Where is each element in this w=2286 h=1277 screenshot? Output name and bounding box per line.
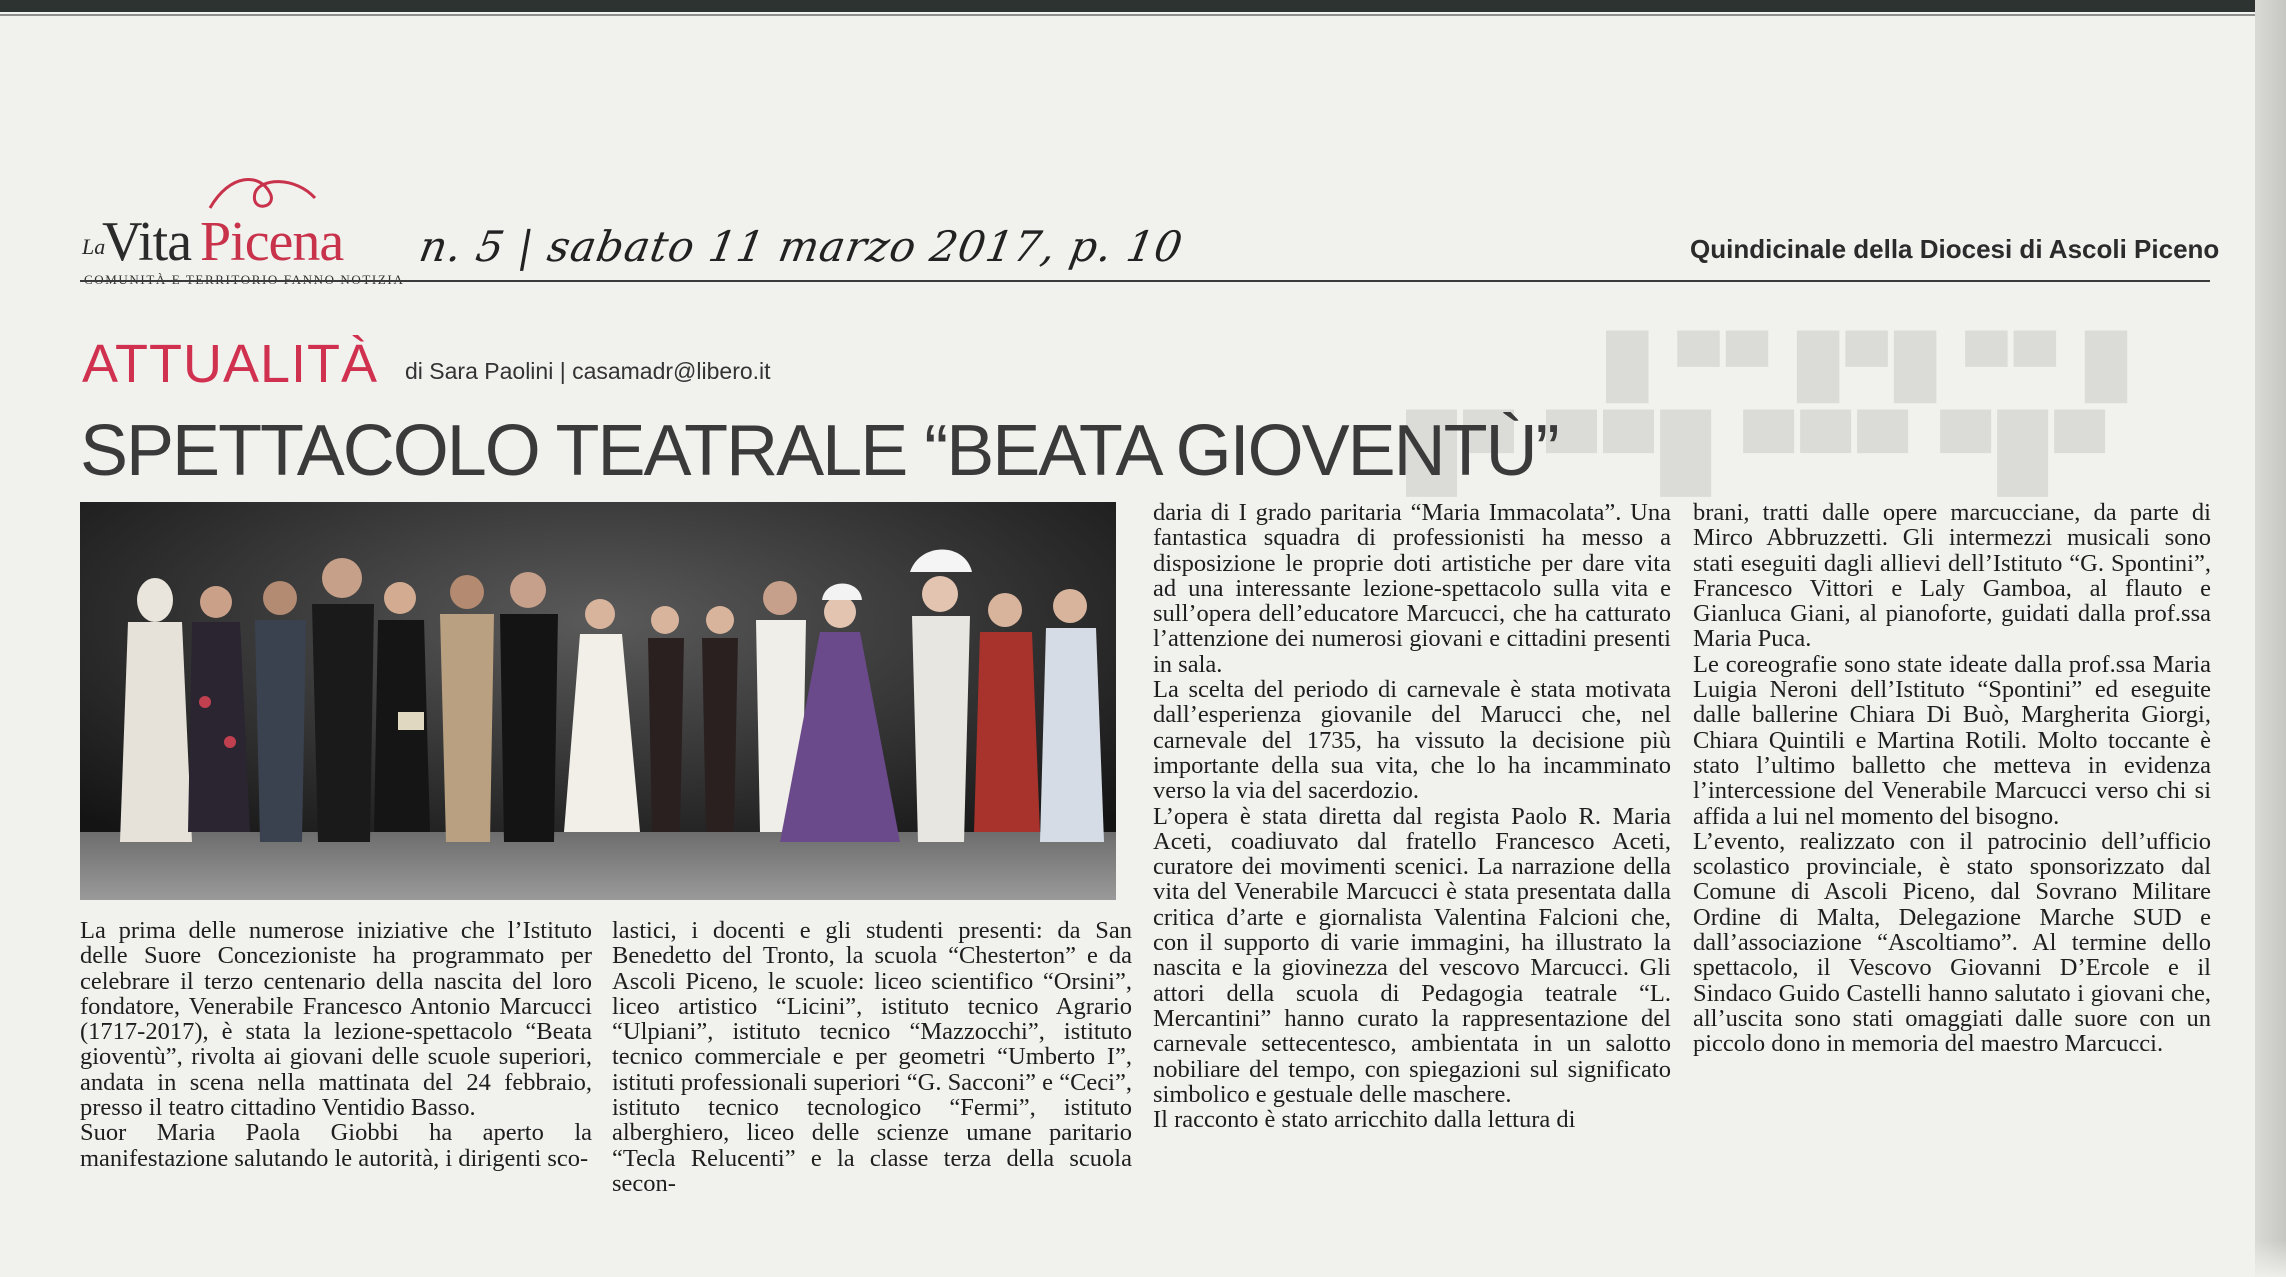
dancer-figure [702, 606, 738, 832]
paragraph: lastici, i docenti e gli studenti presenti: da San Benedetto del Tronto, la scuola “Chesterton” e da Ascoli Piceno, le scuole: liceo scientifico “Orsini”, liceo artistico “Licini”, istituto tecnico Agrario “Ulpiani”, istituto tecnico “Mazzocchi”, istituto tecnico commerciale e per geometri “Umberto I”, istituti professionali superiori “G. Sacconi” e “Ceci”, istituto tecnico tecnologico “Fermi”, istituto alberghiero, liceo delle scienze umane paritario “Tecla Relucenti” e la classe terza della scuola secon- [612, 917, 1132, 1197]
paragraph: La scelta del periodo di carnevale è stata motivata dall’esperienza giovanile del Marucci che, nel carnevale del 1735, ha vissuto la decisione più importante della sua vita, che lo ha incamminato verso la via del sacerdozio. [1153, 676, 1671, 805]
paragraph: L’evento, realizzato con il patrocinio dell’ufficio scolastico provinciale, è stato sponsorizzato dal Comune di Ascoli Piceno, dal Sovrano Militare Ordine di Malta, Delegazione Marche SUD e dall’associazione “Ascoltiamo”. Al termine dello spettacolo, il Vescovo Giovanni D’Ercole e il Sindaco Guido Castelli hanno salutato i giovani che, all’uscita sono stati omaggiati dalle suore con un piccolo dono in memoria del maestro Marcucci. [1693, 827, 2211, 1058]
logo-vita: Vita [102, 211, 192, 273]
handwritten-note: n. 5 | sabato 11 marzo 2017, p. 10 [415, 222, 1187, 271]
article-column-2 [612, 918, 1132, 1196]
paragraph: Le coreografie sono state ideate dalla prof.ssa Maria Luigia Neroni dell’Istituto “Spontini” ed eseguite dalle ballerine Chiara Di Buò, Margherita Giorgi, Chiara Quintili e Martina Rotili. Molto toccante è stato l’ultimo balletto che metteva in evidenza l’intercessione del Venerabile Marcucci verso chi si affida a lui nel momento del bisogno. [1693, 650, 2211, 830]
article-column-1 [80, 918, 592, 1171]
paragraph: daria di I grado paritaria “Maria Immacolata”. Una fantastica squadra di professionisti ha messo a disposizione le proprie doti artistiche per dare vita ad una interessante lezione-spettacolo sulla vita e sull’opera dell’educatore Marcucci, che ha catturato l’attenzione dei numerosi giovani e cittadini presenti in sala. [1153, 499, 1671, 678]
publication-description: Quindicinale della Diocesi di Ascoli Piceno [1690, 234, 2220, 264]
logo-picena: Picena [200, 211, 344, 273]
group-photo-illustration [80, 502, 1116, 900]
scan-bottom-fade [0, 1240, 2286, 1277]
paragraph: Suor Maria Paola Giobbi ha aperto la manifestazione salutando le autorità, i dirigenti sco- [80, 1119, 592, 1172]
bleed-through-1: █ ▀▀ █▀█ ▀▀ █ [1600, 331, 2128, 398]
masthead-rule [80, 280, 2210, 282]
man-figure [440, 575, 494, 842]
dancer-figure [648, 606, 684, 832]
masthead-logo [80, 168, 410, 273]
byline: di Sara Paolini | casamadr@libero.it [405, 358, 771, 384]
article-photo [80, 502, 1116, 900]
headline: SPETTACOLO TEATRALE “BEATA GIOVENTÙ” [80, 411, 1558, 491]
scan-top-line [0, 14, 2286, 16]
article-column-4 [1693, 500, 2211, 1057]
paragraph: L’opera è stata diretta dal regista Paolo R. Maria Aceti, coadiuvato dal fratello Francesco Aceti, curatore dei movimenti scenici. La narrazione della vita del Venerabile Marcucci è stata presentata dalla critica d’arte e giornalista Valentina Falcioni che, con il supporto di varie immagini, ha illustrato la nascita e la giovinezza del vescovo Marcucci. Gli attori della scuola di Pedagogia teatrale “L. Mercantini” hanno curato la rappresentazione del carnevale settecentesco, ambientata in un salotto nobiliare del tempo, con spiegazioni sul significato simbolico e gestuale delle maschere. [1153, 802, 1671, 1108]
bleed-through-2: ▀█▀ ▀▀▀ █▀▀ ▀█ [1400, 411, 2106, 491]
scan-top-border [0, 0, 2286, 12]
man-figure [255, 581, 306, 842]
section-label: ATTUALITÀ [82, 334, 379, 394]
paragraph: Il racconto è stato arricchito dalla lettura di [1153, 1106, 1576, 1134]
paragraph: brani, tratti dalle opere marcucciane, da parte di Mirco Abbruzzetti. Gli intermezzi musicali sono stati eseguiti dagli allievi dell’Istituto “G. Spontini”, Francesco Vittori e Laly Gamboa, al flauto e Gianluca Giani, al pianoforte, guidati dalla prof.ssa Maria Puca. [1693, 499, 2211, 653]
paragraph: La prima delle numerose iniziative che l’Istituto delle Suore Concezioniste ha programmato per celebrare il terzo centenario della nascita del loro fondatore, Venerabile Francesco Antonio Marcucci (1717-2017), è stata la lezione-spettacolo “Beata gioventù”, rivolta ai giovani delle scuole superiori, andata in scena nella mattinata del 24 febbraio, presso il teatro cittadino Ventidio Basso. [80, 917, 592, 1122]
article-column-3 [1153, 500, 1671, 1132]
scan-right-edge [2255, 0, 2286, 1277]
logo-la: La [82, 234, 106, 259]
